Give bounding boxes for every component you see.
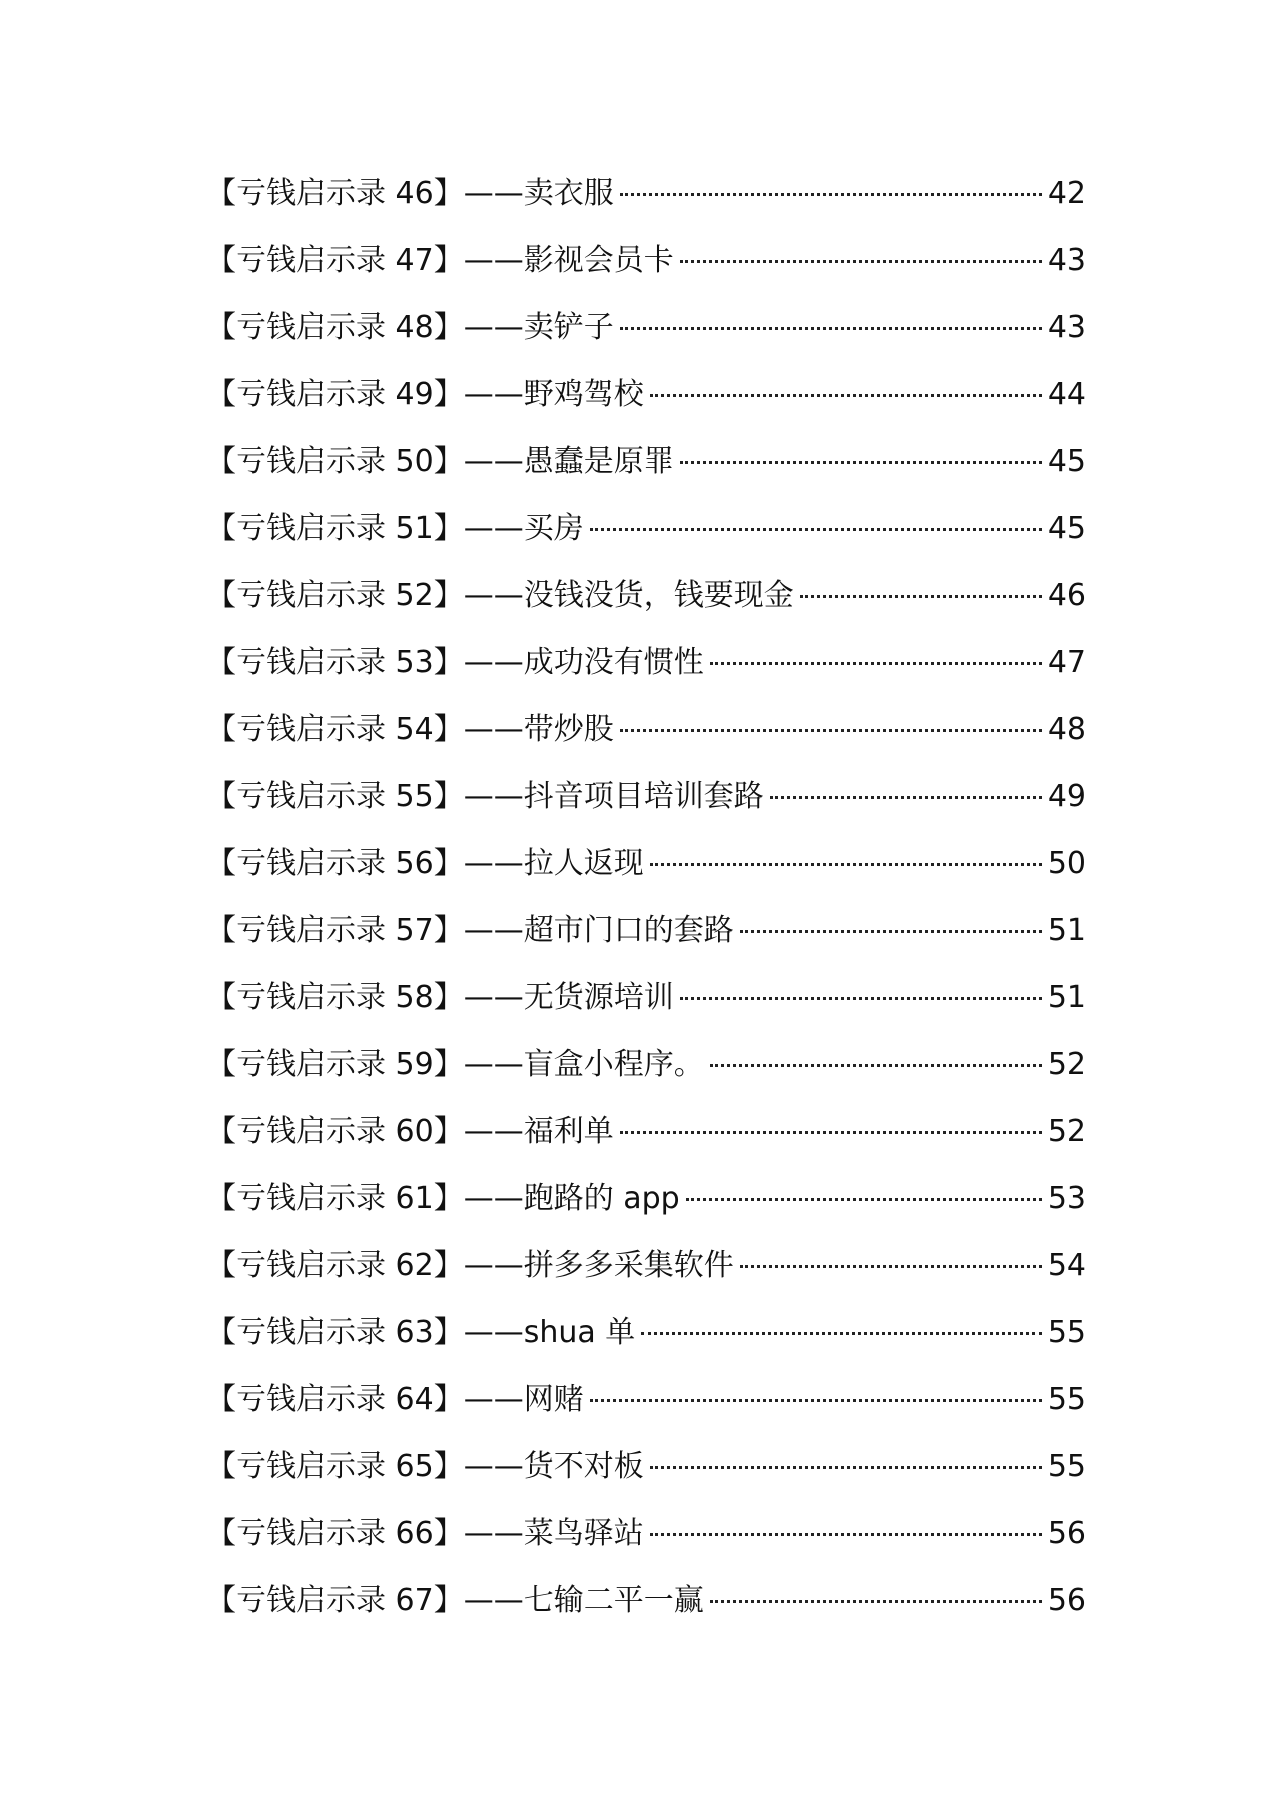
toc-entry-page-number: 45 <box>1047 511 1086 546</box>
toc-entry-title: 【亏钱启示录 61】——跑路的 app <box>206 1181 680 1216</box>
toc-entry-title: 【亏钱启示录 65】——货不对板 <box>206 1449 644 1484</box>
table-of-contents <box>206 160 1086 1634</box>
dot-leader <box>620 729 1042 732</box>
toc-entry[interactable] <box>206 428 1086 495</box>
toc-entry-title: 【亏钱启示录 55】——抖音项目培训套路 <box>206 779 764 814</box>
toc-entry-page-number: 49 <box>1047 779 1086 814</box>
dot-leader <box>620 1131 1042 1134</box>
toc-entry-page-number: 51 <box>1047 980 1086 1015</box>
toc-entry-title: 【亏钱启示录 67】——七输二平一赢 <box>206 1583 704 1618</box>
dot-leader <box>650 394 1042 397</box>
toc-entry-page-number: 52 <box>1047 1047 1086 1082</box>
toc-entry[interactable] <box>206 629 1086 696</box>
toc-entry[interactable] <box>206 830 1086 897</box>
toc-entry-title: 【亏钱启示录 63】——shua 单 <box>206 1315 636 1350</box>
toc-entry[interactable] <box>206 160 1086 227</box>
toc-entry-page-number: 55 <box>1047 1382 1086 1417</box>
toc-entry-page-number: 46 <box>1047 578 1086 613</box>
dot-leader <box>770 796 1042 799</box>
toc-entry-page-number: 42 <box>1047 176 1086 211</box>
toc-entry-page-number: 56 <box>1047 1516 1086 1551</box>
dot-leader <box>710 1600 1042 1603</box>
dot-leader <box>740 1265 1042 1268</box>
toc-entry-title: 【亏钱启示录 56】——拉人返现 <box>206 846 644 881</box>
toc-entry[interactable] <box>206 562 1086 629</box>
dot-leader <box>740 930 1042 933</box>
toc-entry[interactable] <box>206 1098 1086 1165</box>
dot-leader <box>650 1533 1042 1536</box>
toc-entry[interactable] <box>206 1232 1086 1299</box>
toc-entry-title: 【亏钱启示录 46】——卖衣服 <box>206 176 614 211</box>
dot-leader <box>710 1064 1042 1067</box>
toc-entry[interactable] <box>206 1500 1086 1567</box>
toc-entry[interactable] <box>206 361 1086 428</box>
toc-entry[interactable] <box>206 1165 1086 1232</box>
toc-entry-title: 【亏钱启示录 47】——影视会员卡 <box>206 243 674 278</box>
dot-leader <box>641 1332 1042 1335</box>
toc-entry[interactable] <box>206 495 1086 562</box>
toc-entry-title: 【亏钱启示录 49】——野鸡驾校 <box>206 377 644 412</box>
toc-entry-page-number: 45 <box>1047 444 1086 479</box>
toc-entry-page-number: 52 <box>1047 1114 1086 1149</box>
dot-leader <box>620 193 1042 196</box>
dot-leader <box>650 1466 1042 1469</box>
toc-entry-title: 【亏钱启示录 52】——没钱没货，钱要现金 <box>206 578 794 613</box>
toc-entry-title: 【亏钱启示录 53】——成功没有惯性 <box>206 645 704 680</box>
toc-entry-page-number: 53 <box>1047 1181 1086 1216</box>
toc-entry-title: 【亏钱启示录 59】——盲盒小程序。 <box>206 1047 704 1082</box>
toc-entry-title: 【亏钱启示录 66】——菜鸟驿站 <box>206 1516 644 1551</box>
toc-entry-page-number: 43 <box>1047 310 1086 345</box>
dot-leader <box>680 461 1042 464</box>
toc-entry[interactable] <box>206 964 1086 1031</box>
toc-entry-page-number: 56 <box>1047 1583 1086 1618</box>
toc-entry-title: 【亏钱启示录 64】——网赌 <box>206 1382 584 1417</box>
toc-entry-page-number: 54 <box>1047 1248 1086 1283</box>
toc-entry-title: 【亏钱启示录 62】——拼多多采集软件 <box>206 1248 734 1283</box>
dot-leader <box>590 528 1042 531</box>
toc-entry-page-number: 43 <box>1047 243 1086 278</box>
toc-entry-title: 【亏钱启示录 60】——福利单 <box>206 1114 614 1149</box>
toc-entry-page-number: 50 <box>1047 846 1086 881</box>
toc-entry[interactable] <box>206 1031 1086 1098</box>
toc-entry[interactable] <box>206 1433 1086 1500</box>
toc-entry-page-number: 47 <box>1047 645 1086 680</box>
toc-entry-title: 【亏钱启示录 50】——愚蠢是原罪 <box>206 444 674 479</box>
dot-leader <box>620 327 1042 330</box>
toc-entry-title: 【亏钱启示录 54】——带炒股 <box>206 712 614 747</box>
dot-leader <box>680 997 1042 1000</box>
toc-entry-page-number: 55 <box>1047 1449 1086 1484</box>
toc-entry-page-number: 51 <box>1047 913 1086 948</box>
dot-leader <box>650 863 1042 866</box>
toc-entry[interactable] <box>206 1299 1086 1366</box>
toc-entry-page-number: 44 <box>1047 377 1086 412</box>
toc-entry-title: 【亏钱启示录 57】——超市门口的套路 <box>206 913 734 948</box>
toc-entry[interactable] <box>206 763 1086 830</box>
toc-entry[interactable] <box>206 897 1086 964</box>
toc-entry[interactable] <box>206 227 1086 294</box>
toc-entry-page-number: 55 <box>1047 1315 1086 1350</box>
toc-entry-title: 【亏钱启示录 51】——买房 <box>206 511 584 546</box>
toc-entry[interactable] <box>206 294 1086 361</box>
dot-leader <box>680 260 1042 263</box>
dot-leader <box>590 1399 1042 1402</box>
toc-entry[interactable] <box>206 696 1086 763</box>
dot-leader <box>800 595 1042 598</box>
dot-leader <box>686 1198 1042 1201</box>
toc-entry-page-number: 48 <box>1047 712 1086 747</box>
toc-entry-title: 【亏钱启示录 48】——卖铲子 <box>206 310 614 345</box>
toc-entry[interactable] <box>206 1366 1086 1433</box>
toc-entry-title: 【亏钱启示录 58】——无货源培训 <box>206 980 674 1015</box>
dot-leader <box>710 662 1042 665</box>
toc-entry[interactable] <box>206 1567 1086 1634</box>
